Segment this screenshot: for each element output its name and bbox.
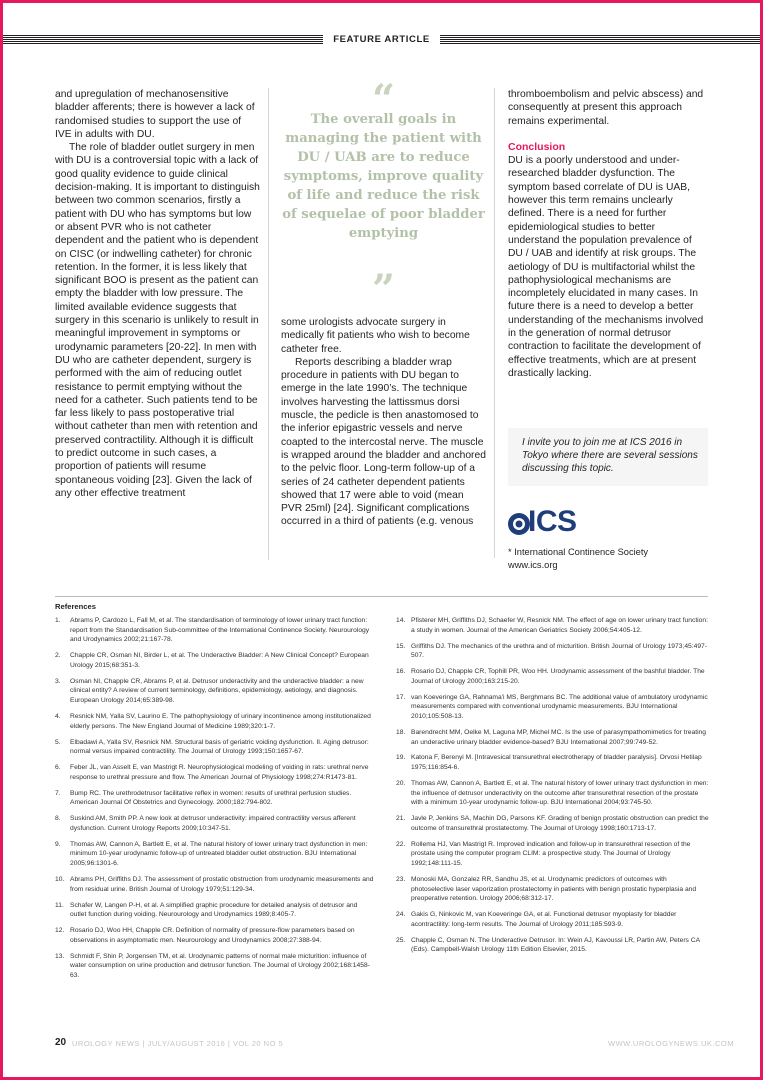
reference-item: [55, 651, 375, 670]
reference-text: Thomas AW, Cannon A, Bartlett E, et al. The natural history of lower urinary tract dysfunction in men: the influence of detrusor underactivity on the outcome after transurethral resection of the prostate with a minimum 10-year urodynamic follow-up. BJU International 2004;93:745-50.: [411, 780, 709, 807]
reference-number: 17.: [396, 693, 406, 701]
reference-number: 20.: [396, 780, 406, 788]
reference-text: Chapple C, Osman N. The Underactive Detrusor. In: Wein AJ, Kavoussi LR, Partin AW, Peters CA (Eds). Campbell-Walsh Urology 11th Edition Elsevier, 2015.: [411, 936, 700, 954]
footer-url: WWW.UROLOGYNEWS.UK.COM: [608, 1039, 734, 1048]
reference-item: [396, 840, 710, 869]
ics-caption: [508, 546, 648, 572]
reference-item: [396, 667, 710, 686]
reference-text: Suskind AM, Smith PP. A new look at detrusor underactivity: impaired contractility versus afferent dysfunction. Current Urology Reports 2009;10:347-51.: [70, 815, 356, 832]
reference-number: 15.: [396, 642, 406, 650]
reference-text: Katona F, Berenyi M. [Intravesical transurethral electrotherapy of bladder paralysis]. Orvosi Hetilap 1975;116:854-6.: [411, 754, 702, 772]
paragraph: The role of bladder outlet surgery in men with DU is a controversial topic with a lack of good quality evidence to guide clinical decision-making. It is important to distinguish between two common scenarios, firstly a patient with DU who has symptoms but low or absent PVR who is not catheter dependent and the patient who is dependent on CISC (or indwelling catheter) for chronic retention. In the former, it is less likely that significant BOO is present as the patient can empty the bladder with low pressure. The limited available evidence suggests that surgery in this scenario is unlikely to result in meaningful improvement in symptoms or urodynamic parameters [20-22]. In men with DU who are catheter dependent, surgery is performed with the aim of reducing outlet resistance to permit emptying without the need for a catheter. Such patients tend to be far less likely to pass postoperative trial without catheter than men with retention and preserved contractility. Although it is difficult to predict outcome in such cases, a proportion of patients will resume spontaneous voiding [23]. Given the lack of any other effective treatment: [55, 142, 260, 499]
reference-item: [55, 875, 375, 894]
reference-text: Barendrecht MM, Oelke M, Laguna MP, Michel MC. Is the use of parasympathomimetics for treating an underactive urinary bladder evidence-based? BJU International 2007;99:749-52.: [411, 728, 706, 746]
reference-text: Rollema HJ, Van Mastrigt R. Improved indication and follow-up in transurethral resection of the prostate using the computer program CLIM: a prospective study. The Journal of Urology 1992;148:111-15.: [411, 840, 691, 867]
close-quote-icon: ”: [371, 266, 395, 313]
references-right-column: [396, 616, 710, 961]
reference-number: 8.: [55, 815, 61, 823]
footer-publication: UROLOGY NEWS | JULY/AUGUST 2016 | VOL 20 NO 5: [72, 1039, 284, 1048]
ics-url[interactable]: www.ics.org: [508, 560, 558, 570]
reference-text: Osman NI, Chapple CR, Abrams P, et al. Detrusor underactivity and the underactive bladder: a new clinical entity? A review of current terminology, definitions, epidemiology, aetiology, and diagnosis. European Urology 2014;65:389-98.: [70, 677, 364, 704]
reference-number: 25.: [396, 936, 406, 944]
reference-number: 12.: [55, 927, 65, 935]
reference-number: 13.: [55, 952, 65, 960]
reference-text: Monoski MA, Gonzalez RR, Sandhu JS, et al. Urodynamic predictors of outcomes with photoselective laser vaporization prostatectomy in patients with benign prostatic hyperplasia and preoperative retention. Urology 2006;68:312-17.: [411, 875, 697, 903]
reference-item: [55, 677, 375, 706]
open-quote-icon: “: [371, 76, 395, 123]
header-rule-left: [3, 35, 323, 44]
reference-item: [55, 616, 375, 645]
reference-item: [396, 642, 710, 661]
reference-number: 16.: [396, 668, 406, 676]
reference-text: Javle P, Jenkins SA, Machin DG, Parsons KF. Grading of benign prostatic obstruction can predict the outcome of transurethral prostatectomy. The Journal of Urology 1998;160:1713-17.: [411, 815, 709, 832]
reference-text: Pfisterer MH, Griffiths DJ, Schaefer W, Resnick NM. The effect of age on lower urinary tract function: a study in women. Journal of the American Geriatrics Society 2006;54:405-12.: [411, 617, 708, 634]
reference-number: 6.: [55, 764, 61, 772]
column-2: [281, 316, 486, 529]
paragraph: some urologists advocate surgery in medically fit patients who wish to become catheter free.: [281, 317, 470, 355]
reference-item: [55, 763, 375, 782]
reference-item: [396, 616, 710, 635]
reference-number: 19.: [396, 754, 406, 762]
reference-number: 18.: [396, 728, 406, 736]
reference-number: 10.: [55, 875, 65, 883]
column-3: [508, 88, 708, 380]
reference-text: van Koeveringe GA, Rahnama'i MS, Berghmans BC. The additional value of ambulatory urodynamic measurements compared with conventional urodynamic measurements. BJU International 2010;105:508-13.: [411, 693, 708, 720]
reference-number: 2.: [55, 652, 61, 660]
invite-text: I invite you to join me at ICS 2016 in Tokyo where there are several sessions discussing this topic.: [522, 437, 698, 474]
reference-item: [396, 779, 710, 808]
reference-text: Griffiths DJ. The mechanics of the urethra and of micturition. British Journal of Urology 1973;45:497-507.: [411, 642, 708, 660]
reference-text: Abrams PH, Griffiths DJ. The assessment of prostatic obstruction from urodynamic measurements and from residual urine. British Journal of Urology 1979;51:129-34.: [70, 875, 374, 893]
reference-text: Abrams P, Cardozo L, Fall M, et al. The standardisation of terminology of lower urinary tract function: report from the Standardisation Sub-committee of the International Continence Society. Neurourology and Urodynamics 2002;21:167-78.: [70, 617, 370, 644]
reference-text: Thomas AW, Cannon A, Bartlett E, et al. The natural history of lower urinary tract dysfunction in men: minimum 10-year urodynamic follow-up of untreated bladder outlet obstruction. BJU International 2005;96:1301-6.: [70, 840, 368, 867]
column-divider: [268, 88, 269, 560]
reference-item: [396, 753, 710, 772]
reference-text: Elbadawi A, Yalla SV, Resnick NM. Structural basis of geriatric voiding dysfunction. II. Aging detrusor: normal versus impaired contractility. The Journal of Urology 1993;150:1657-67.: [70, 738, 369, 756]
reference-item: [396, 728, 710, 747]
paragraph: thromboembolism and pelvic abscess) and consequently at present this approach remains experimental.: [508, 89, 704, 127]
ics-name: * International Continence Society: [508, 547, 649, 557]
references-left-column: [55, 616, 375, 987]
ics-logo-text: ICS: [528, 505, 577, 538]
reference-text: Rosario DJ, Woo HH, Chapple CR. Definition of normality of pressure-flow parameters based on observations in asymptomatic men. Neurourology and Urodynamics 2008;27:388-94.: [70, 927, 355, 944]
reference-item: [396, 936, 710, 955]
reference-item: [55, 814, 375, 833]
reference-number: 23.: [396, 875, 406, 883]
page-number: 20: [55, 1037, 67, 1048]
pull-quote: The overall goals in managing the patient with DU / UAB are to reduce symptoms, improve quality of life and reduce the risk of sequelae of poor bladder emptying: [282, 112, 485, 241]
reference-text: Rosario DJ, Chapple CR, Tophill PR, Woo HH. Urodynamic assessment of the bashful bladder. The Journal of Urology 2000;163:215-20.: [411, 668, 705, 685]
reference-text: Schafer W, Langen P-H, et al. A simplified graphic procedure for detailed analysis of detrusor and outlet function during voiding. Neurourology and Urodynamics 1989;8:405-7.: [70, 901, 358, 919]
reference-item: [396, 875, 710, 904]
references-heading: References: [55, 602, 96, 611]
reference-text: Resnick NM, Yalla SV, Laurino E. The pathophysiology of urinary incontinence among institutionalized elderly persons. The New England Journal of Medicine 1989;320:1-7.: [70, 712, 371, 730]
paragraph: DU is a poorly understood and under-researched bladder dysfunction. The symptom based correlate of DU is UAB, however this term remains unclearly defined. There is a need for further epidemiological studies to better understand the population prevalence of DU / UAB and identify at risk groups. The aetiology of DU is multifactorial whilst the pathophysiological mechanisms are incompletely elucidated in many cases. In future there is a need to develop a better understanding of the mechanisms involved in the generation of normal detrusor contraction to facilitate the development of effective treatments, which are at present drastically lacking.: [508, 155, 704, 379]
paragraph: and upregulation of mechanosensitive bladder afferents; there is however a lack of randomised studies to support the use of IVE in adults with DU.: [55, 89, 255, 140]
reference-number: 9.: [55, 840, 61, 848]
reference-text: Chapple CR, Osman NI, Birder L, et al. The Underactive Bladder: A New Clinical Concept? European Urology 2015;68:351-3.: [70, 652, 369, 669]
reference-item: [55, 738, 375, 757]
column-divider: [494, 88, 495, 558]
reference-text: Schmidt F, Shin P, Jorgensen TM, et al. Urodynamic patterns of normal male micturition: influence of water consumption on urine production and detrusor function. The Journal of Urology 2002;168:1458-63.: [70, 952, 370, 979]
reference-number: 22.: [396, 840, 406, 848]
reference-item: [55, 926, 375, 945]
references-divider: [55, 596, 708, 597]
reference-number: 4.: [55, 712, 61, 720]
paragraph: Reports describing a bladder wrap procedure in patients with DU began to emerge in the late 1990’s. The technique involves harvesting the lattissmus dorsi muscle, the pedicle is then anastomosed to the inferior epigastric vessels and nerve coapted to the intercostal nerve. The muscle is wrapped around the bladder and anchored to the pelvic floor. Long-term follow-up of a series of 24 catheter dependent patients showed that 17 were able to void (mean PVR 25ml) [24]. Significant complications occurred in a third of patients (e.g. venous: [281, 356, 486, 528]
reference-text: Feber JL, van Asselt E, van Mastrigt R. Neurophysiological modeling of voiding in rats: urethral nerve response to urethral pressure and flow. The American Journal of Physiology 1998;274:R1473-81.: [70, 764, 369, 781]
reference-text: Bump RC. The urethrodetrusor facilitative reflex in women: results of urethral perfusion studies. American Journal Of Obstetrics and Gynecology. 2000;182:794-802.: [70, 789, 352, 807]
conclusion-heading: Conclusion: [508, 140, 566, 153]
reference-item: [55, 840, 375, 869]
reference-item: [55, 901, 375, 920]
reference-number: 11.: [55, 901, 64, 909]
ics-invite-box: [508, 428, 708, 486]
reference-number: 5.: [55, 738, 61, 746]
column-1: [55, 88, 260, 500]
section-label: FEATURE ARTICLE: [333, 34, 430, 45]
reference-item: [396, 693, 710, 722]
reference-text: Gakis G, Ninkovic M, van Koeveringe GA, et al. Functional detrusor myoplasty for bladder acontractility: long-term results. The Journal of Urology 2011;185:593-9.: [411, 911, 677, 928]
reference-number: 1.: [55, 617, 61, 624]
reference-item: [55, 712, 375, 731]
reference-item: [55, 789, 375, 808]
reference-number: 7.: [55, 789, 61, 797]
reference-number: 14.: [396, 617, 406, 624]
reference-item: [396, 910, 710, 929]
header-rule-right: [440, 35, 760, 44]
reference-number: 24.: [396, 911, 406, 919]
reference-item: [55, 952, 375, 981]
reference-item: [396, 814, 710, 833]
reference-number: 3.: [55, 677, 61, 685]
reference-number: 21.: [396, 815, 406, 823]
